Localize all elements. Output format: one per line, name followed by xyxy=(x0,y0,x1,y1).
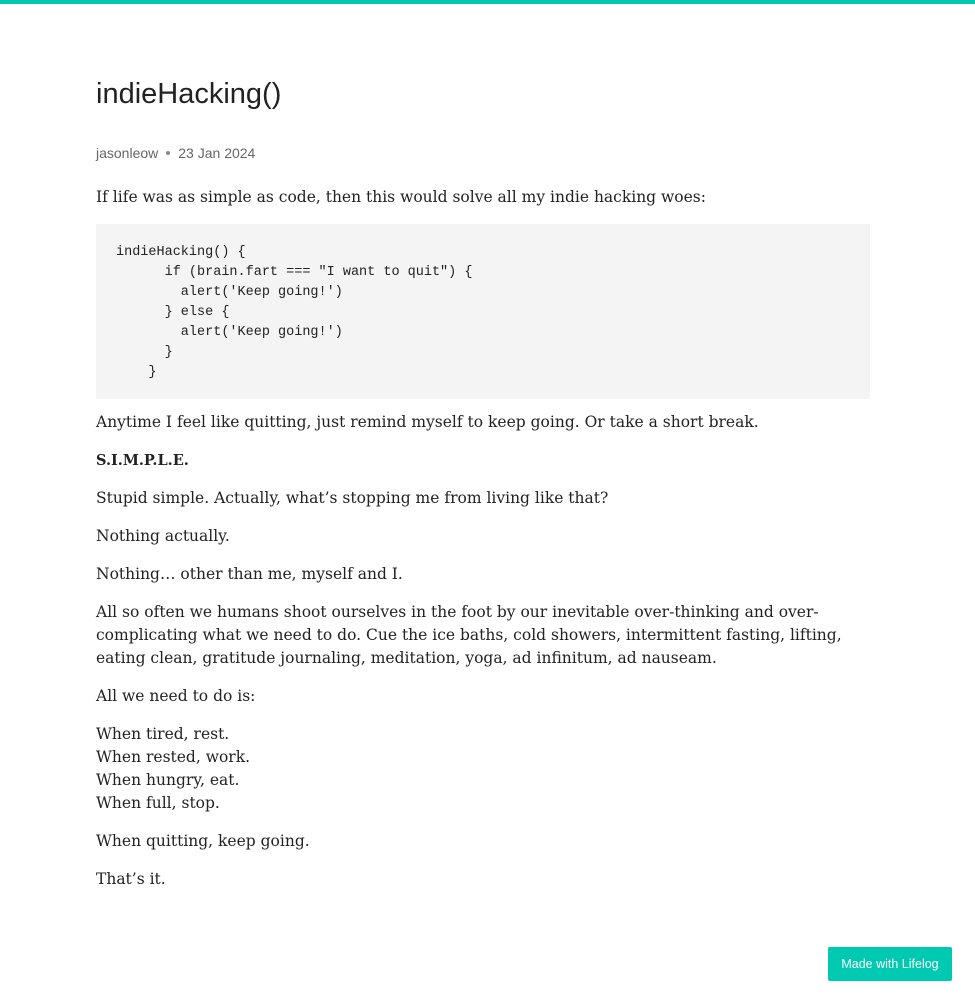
post-title: indieHacking() xyxy=(96,78,282,110)
line-item: When hungry, eat. xyxy=(96,771,240,789)
paragraph-5: Nothing… other than me, myself and I. xyxy=(96,565,403,583)
line-item: When full, stop. xyxy=(96,794,220,812)
code-block: indieHacking() { if (brain.fart === "I want to quit") { alert('Keep going!') } else { alert('Keep going!') } } xyxy=(96,224,870,399)
post-body xyxy=(96,186,870,906)
paragraph-6: All so often we humans shoot ourselves in the foot by our inevitable over-thinking and over-complicating what we need to do. Cue the ice baths, cold showers, intermittent fasting, lifting, eating clean, gratitude journaling, meditation, yoga, ad infinitum, ad nauseam. xyxy=(96,603,842,667)
paragraph-intro: If life was as simple as code, then this would solve all my indie hacking woes: xyxy=(96,188,706,206)
made-with-lifelog-button[interactable]: Made with Lifelog xyxy=(828,947,952,981)
paragraph-3: Stupid simple. Actually, what’s stopping me from living like that? xyxy=(96,489,609,507)
post-meta xyxy=(96,143,255,163)
author-link[interactable]: jasonleow xyxy=(96,145,159,161)
paragraph-7: All we need to do is: xyxy=(96,687,256,705)
paragraph-8: When quitting, keep going. xyxy=(96,832,310,850)
line-item: When tired, rest. xyxy=(96,725,230,743)
separator-dot-icon xyxy=(166,151,170,155)
paragraph-lines xyxy=(96,723,870,815)
line-item: When rested, work. xyxy=(96,748,251,766)
post-date: 23 Jan 2024 xyxy=(178,145,256,161)
paragraph-simple: S.I.M.P.L.E. xyxy=(96,452,189,469)
paragraph-1: Anytime I feel like quitting, just remind myself to keep going. Or take a short break. xyxy=(96,413,759,431)
top-accent-bar xyxy=(0,0,975,4)
paragraph-4: Nothing actually. xyxy=(96,527,230,545)
paragraph-9: That’s it. xyxy=(96,870,166,888)
